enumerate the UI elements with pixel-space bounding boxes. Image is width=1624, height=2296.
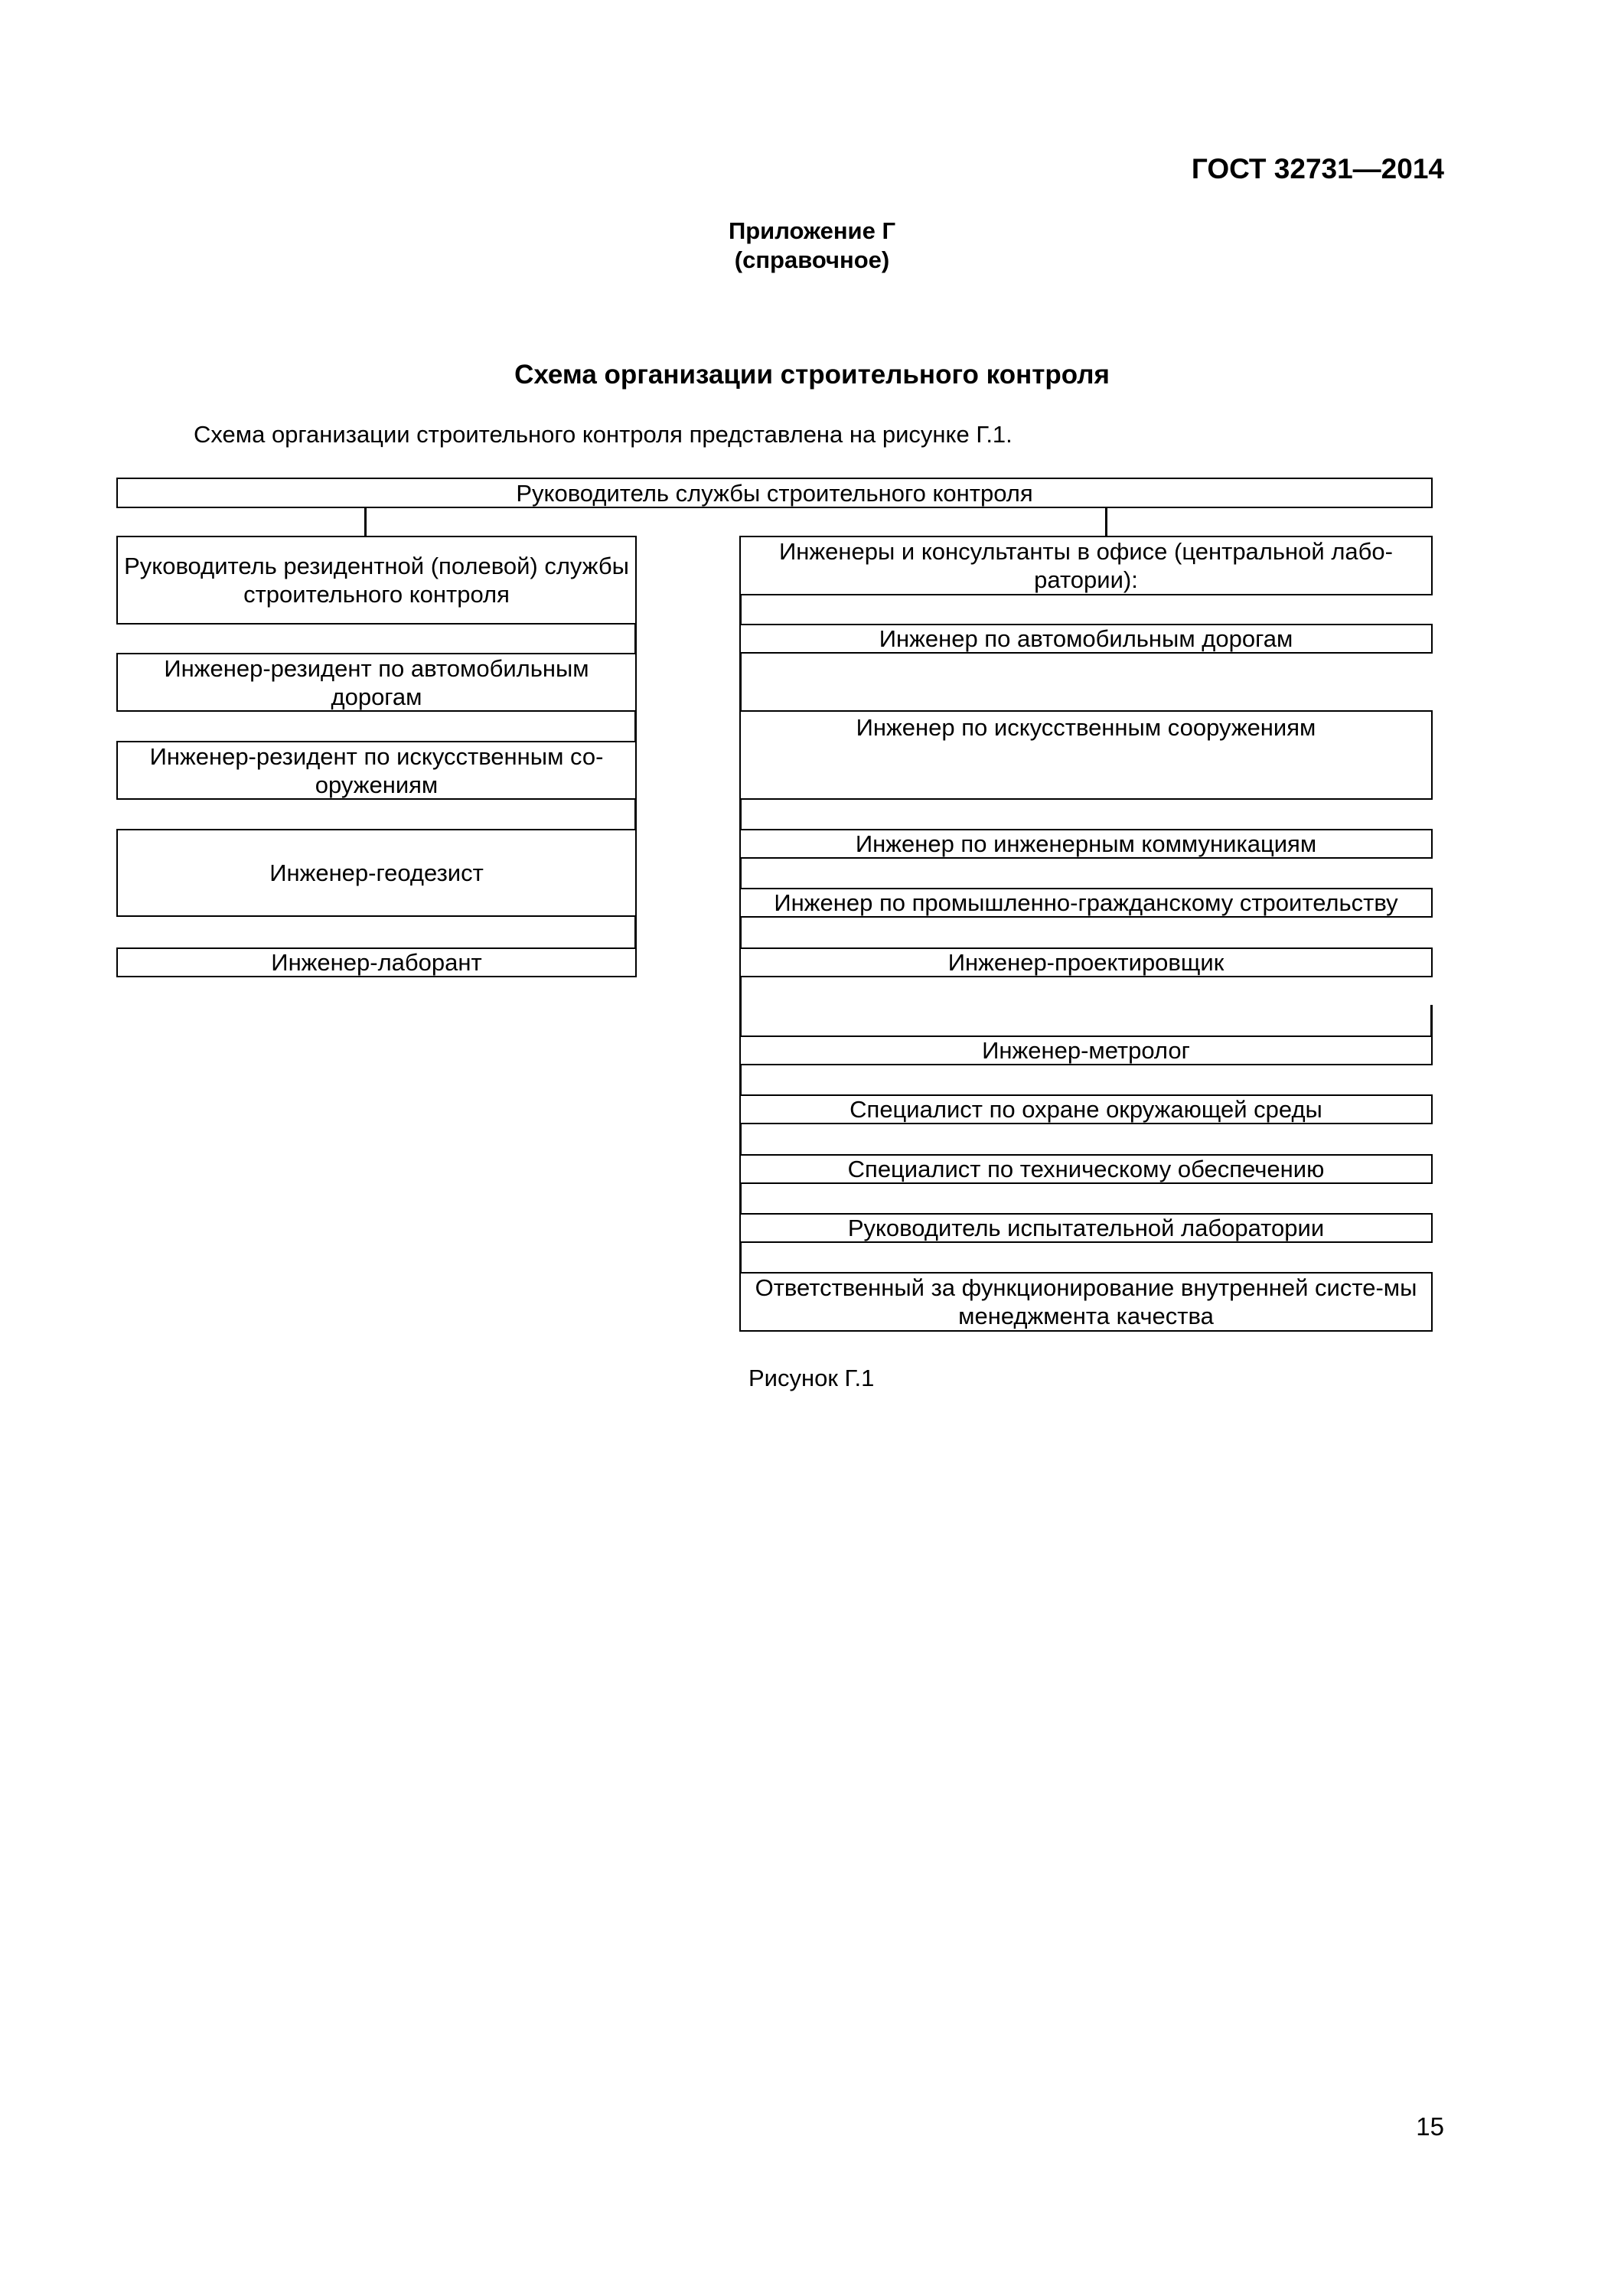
right-item-label: Инженер по автомобильным дорогам bbox=[879, 625, 1293, 652]
right-item-box bbox=[739, 1035, 1433, 1065]
right-item-box bbox=[739, 1272, 1433, 1332]
appendix-type: (справочное) bbox=[734, 246, 890, 273]
figure-caption: Рисунок Г.1 bbox=[748, 1365, 875, 1391]
left-item-box bbox=[116, 829, 637, 917]
right-item-box bbox=[739, 947, 1433, 977]
root-connector-right bbox=[1105, 507, 1107, 536]
left-item-box bbox=[116, 947, 637, 977]
right-item-label: Инженер по инженерным коммуникациям bbox=[855, 830, 1317, 857]
left-item-label: Инженер-геодезист bbox=[269, 859, 484, 886]
right-item-box bbox=[739, 888, 1433, 918]
right-head-box bbox=[739, 536, 1433, 595]
right-item-label: Инженер по искусственным сооружениям bbox=[856, 714, 1316, 741]
root-label: Руководитель службы строительного контроля bbox=[516, 479, 1033, 507]
root-box bbox=[116, 478, 1433, 508]
right-item-box bbox=[739, 710, 1433, 800]
root-connector-left bbox=[364, 507, 367, 536]
document-code: ГОСТ 32731—2014 bbox=[1191, 153, 1444, 184]
left-item-box bbox=[116, 653, 637, 712]
right-item-label: Инженер-метролог bbox=[982, 1037, 1190, 1064]
right-item-box bbox=[739, 1213, 1433, 1243]
left-item-box bbox=[116, 741, 637, 800]
page-number: 15 bbox=[1416, 2112, 1444, 2141]
right-item-label: Инженер-проектировщик bbox=[947, 949, 1225, 976]
left-item-label: Инженер-лаборант bbox=[271, 949, 482, 976]
appendix-heading bbox=[0, 217, 1624, 275]
right-head-label: Инженеры и консультанты в офисе (центральной лабо-ратории): bbox=[779, 538, 1393, 593]
right-edge-connector bbox=[1430, 1005, 1433, 1035]
right-item-label: Ответственный за функционирование внутренней систе-мы менеджмента качества bbox=[755, 1274, 1417, 1329]
section-title: Схема организации строительного контроля bbox=[514, 360, 1110, 390]
right-item-box bbox=[739, 829, 1433, 859]
right-item-label: Специалист по техническому обеспечению bbox=[847, 1156, 1325, 1182]
right-item-box bbox=[739, 1154, 1433, 1184]
left-head-box bbox=[116, 536, 637, 625]
intro-paragraph: Схема организации строительного контроля представлена на рисунке Г.1. bbox=[194, 421, 1013, 448]
right-spine bbox=[739, 536, 742, 1332]
right-item-box bbox=[739, 1094, 1433, 1124]
right-item-label: Руководитель испытательной лаборатории bbox=[847, 1215, 1325, 1241]
right-item-label: Специалист по охране окружающей среды bbox=[850, 1096, 1322, 1123]
right-item-box bbox=[739, 624, 1433, 654]
appendix-title: Приложение Г bbox=[728, 217, 896, 244]
left-item-label: Инженер-резидент по автомобильным дорогам bbox=[164, 654, 589, 710]
left-head-label: Руководитель резидентной (полевой) службы строительного контроля bbox=[124, 553, 629, 608]
left-item-label: Инженер-резидент по искусственным со-оружениям bbox=[149, 742, 604, 798]
right-item-label: Инженер по промышленно-гражданскому строительству bbox=[774, 889, 1398, 916]
